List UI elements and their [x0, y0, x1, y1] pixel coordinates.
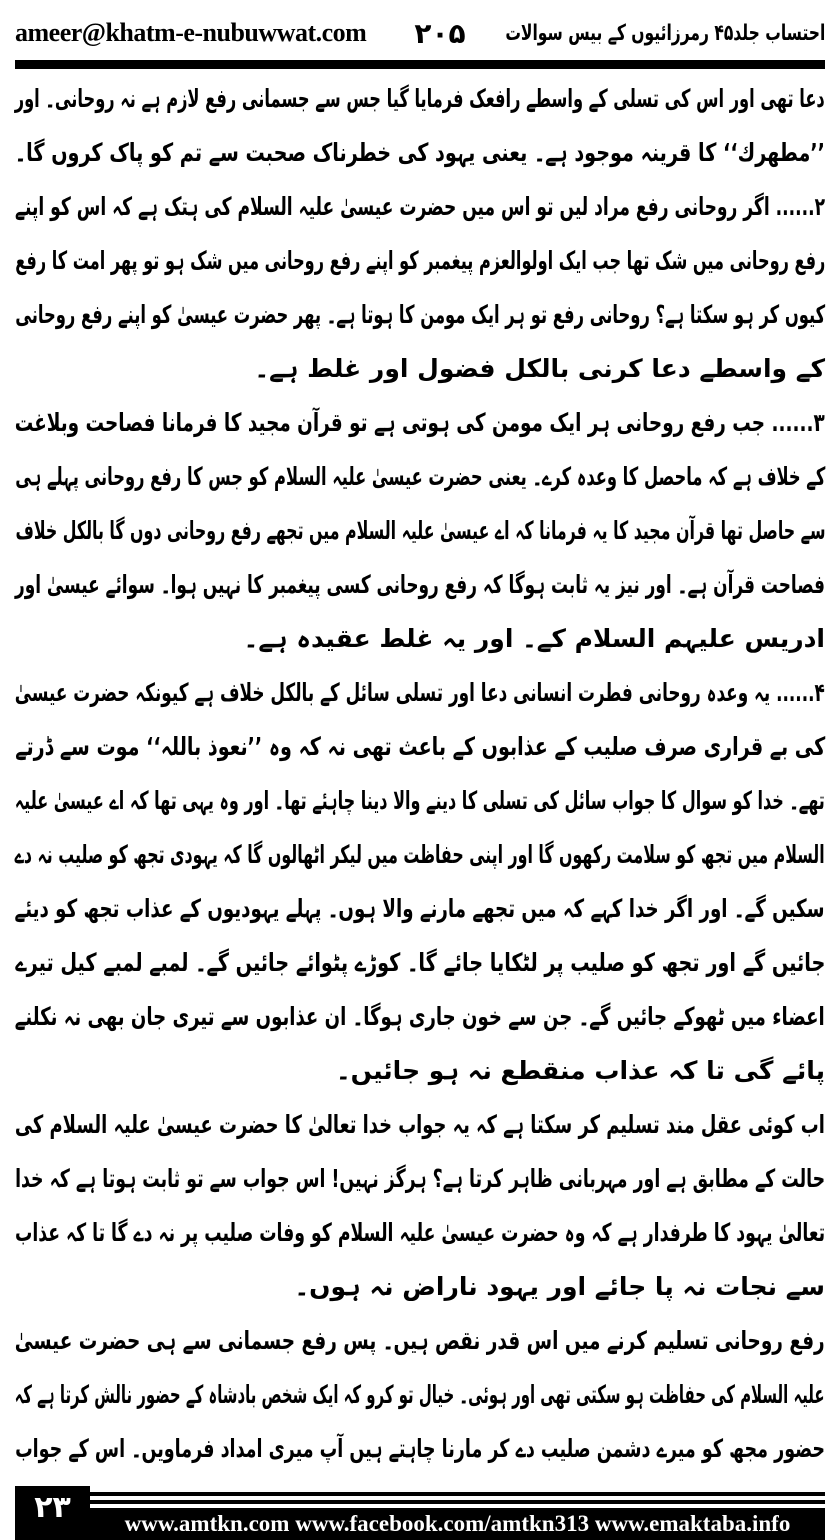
- text-line-content: رفع روحانی میں شک تھا جب ایک اولوالعزم پیغمبر کو اپنے رفع روحانی میں شک ہو تو پھر امت کا رفع: [15, 246, 825, 275]
- footer-rule: [90, 1492, 825, 1496]
- text-line: [15, 1422, 825, 1476]
- text-line-content: تھے۔ خدا کو سوال کا جواب سائل کی تسلی کا دینے والا دینا چاہئے تھا۔ اور وہ یہی تھا کہ اے عیسیٰ علیہ: [15, 786, 825, 815]
- email-slot: [15, 18, 375, 48]
- text-line-content: جائیں گے اور تجھ کو صلیب پر لٹکایا جائے گا۔ کوڑے پٹوائے جائیں گے۔ لمبے لمبے کیل تیرے: [15, 948, 825, 977]
- text-line-content: رفع روحانی تسلیم کرنے میں اس قدر نقص ہیں۔ پس رفع جسمانی سے ہی حضرت عیسیٰ: [15, 1326, 825, 1355]
- text-line: [15, 882, 825, 936]
- page-footer: [15, 1486, 825, 1540]
- text-line-content: ’’مطھرك‘‘ کا قرینہ موجود ہے۔ یعنی یہود کی خطرناک صحبت سے تم کو پاک کروں گا۔: [15, 138, 825, 167]
- text-line: [15, 1368, 825, 1422]
- text-line: [15, 288, 825, 342]
- text-line-content: اب کوئی عقل مند تسلیم کر سکتا ہے کہ یہ جواب خدا تعالیٰ کا حضرت عیسیٰ علیہ السلام کی: [15, 1110, 825, 1139]
- text-line: [15, 1098, 825, 1152]
- footer-rule: [90, 1500, 825, 1504]
- text-line-content: پائے گی تا کہ عذاب منقطع نہ ہو جائیں۔: [335, 1056, 825, 1085]
- text-line-content: ۴...... یہ وعدہ روحانی فطرت انسانی دعا اور تسلی سائل کے بالکل خلاف ہے کیونکہ حضرت عیسیٰ: [15, 678, 825, 707]
- text-line-content: کے واسطے دعا کرنی بالکل فضول اور غلط ہے۔: [254, 354, 825, 383]
- text-line: [15, 1206, 825, 1260]
- text-line: [15, 234, 825, 288]
- text-line-content: دعا تھی اور اس کی تسلی کے واسطے رافعک فرمایا گیا جس سے جسمانی رفع لازم ہے نہ روحانی۔ اور: [14, 84, 825, 113]
- text-line-content: سکیں گے۔ اور اگر خدا کہے کہ میں تجھے مارنے والا ہوں۔ پہلے یہودیوں کے عذاب تجھ کو دیئے: [15, 894, 825, 923]
- text-line-content: حالت کے مطابق ہے اور مہربانی ظاہر کرتا ہے؟ ہرگز نہیں! اس جواب سے تو ثابت ہوتا ہے کہ خدا: [15, 1164, 825, 1193]
- text-line: [15, 990, 825, 1044]
- text-line-content: کیوں کر ہو سکتا ہے؟ روحانی رفع تو ہر ایک مومن کا ہوتا ہے۔ پھر حضرت عیسیٰ کو اپنے رفع روحانی: [15, 300, 825, 329]
- footer-page-number: ۲۳: [15, 1486, 90, 1540]
- text-line: [15, 558, 825, 612]
- text-line-content: کے خلاف ہے کہ ماحصل کا وعدہ کرے۔ یعنی حضرت عیسیٰ علیہ السلام کو جس کا رفع روحانی پہلے ہی: [15, 462, 825, 491]
- text-line-content: حضور مجھ کو میرے دشمن صلیب دے کر مارنا چاہتے ہیں آپ میری امداد فرماویں۔ اس کے جواب: [15, 1434, 825, 1463]
- text-line-content: ادریس علیہم السلام کے۔ اور یہ غلط عقیدہ ہے۔: [243, 624, 825, 653]
- text-line: [15, 936, 825, 990]
- text-line: [15, 1152, 825, 1206]
- text-line: [15, 1314, 825, 1368]
- text-line-content: اعضاء میں ٹھوکے جائیں گے۔ جن سے خون جاری ہوگا۔ ان عذابوں سے تیری جان بھی نہ نکلنے: [15, 1002, 825, 1031]
- footer-links: www.amtkn.com www.facebook.com/amtkn313 www.emaktaba.info: [90, 1508, 825, 1540]
- book-title-slot: [505, 21, 825, 46]
- page-header: [15, 8, 825, 58]
- text-line-content: کی بے قراری صرف صلیب کے عذابوں کے باعث تھی نہ کہ وہ ’’نعوذ باللہ‘‘ موت سے ڈرتے: [15, 732, 825, 761]
- text-line-content: سے حاصل تھا قرآن مجید کا یہ فرمانا کہ اے عیسیٰ علیہ السلام میں تجھے رفع روحانی دوں گا بالکل خلاف: [15, 516, 825, 545]
- text-line: [15, 72, 825, 126]
- book-title: احتساب جلد۴۵ رمرزائیوں کے بیس سوالات: [505, 20, 825, 46]
- text-line: [15, 1044, 825, 1098]
- text-line: [15, 126, 825, 180]
- page-body: [15, 72, 825, 1476]
- text-line: [15, 666, 825, 720]
- text-line-content: علیہ السلام کی حفاظت ہو سکتی تھی اور ہوئی۔ خیال تو کرو کہ ایک شخص بادشاہ کے حضور نالش کرتا ہے کہ: [15, 1380, 825, 1409]
- text-line-content: سے نجات نہ پا جائے اور یہود ناراض نہ ہوں۔: [294, 1272, 825, 1301]
- text-line: [15, 396, 825, 450]
- page-number: ۲۰۵: [414, 16, 466, 50]
- text-line-content: ۳...... جب رفع روحانی ہر ایک مومن کی ہوتی ہے تو قرآن مجید کا فرمانا فصاحت وبلاغت: [15, 408, 825, 437]
- text-line: [15, 180, 825, 234]
- text-line-content: ۲...... اگر روحانی رفع مراد لیں تو اس میں حضرت عیسیٰ علیہ السلام کی ہتک ہے کہ اس کو اپنے: [15, 192, 825, 221]
- text-line: [15, 450, 825, 504]
- text-line: [15, 720, 825, 774]
- text-line-content: تعالیٰ یہود کا طرفدار ہے کہ وہ حضرت عیسیٰ علیہ السلام کو وفات صلیب پر نہ دے گا تا کہ عذاب: [15, 1218, 825, 1247]
- text-line: [15, 774, 825, 828]
- email-address: ameer@khatm-e-nubuwwat.com: [15, 18, 367, 47]
- text-line: [15, 612, 825, 666]
- text-line: [15, 342, 825, 396]
- text-line-content: فصاحت قرآن ہے۔ اور نیز یہ ثابت ہوگا کہ رفع روحانی کسی پیغمبر کا نہیں ہوا۔ سوائے عیسیٰ اور: [15, 570, 825, 599]
- header-rule: [15, 60, 825, 69]
- text-line: [15, 504, 825, 558]
- text-line: [15, 828, 825, 882]
- text-line-content: السلام میں تجھ کو سلامت رکھوں گا اور اپنی حفاظت میں لیکر اٹھالوں گا کہ یہودی تجھ کو صلیب نہ دے: [14, 840, 825, 869]
- text-line: [15, 1260, 825, 1314]
